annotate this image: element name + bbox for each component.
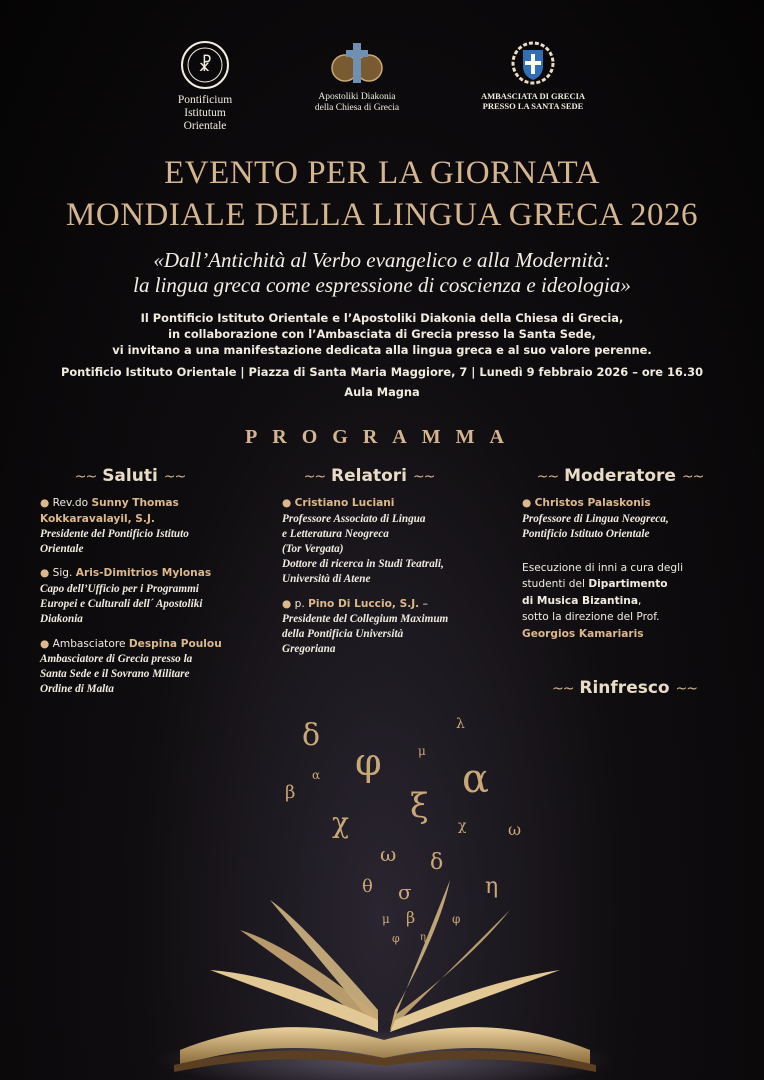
- relatori-role: Professore Associato di Lingua: [282, 512, 426, 525]
- saluti-heading: ~~ Saluti ~~: [74, 466, 186, 486]
- intro-line-1: Il Pontificio Istituto Orientale e l’Apostoliki Diakonia della Chiesa di Grecia,: [140, 311, 624, 325]
- relatori-role: Gregoriana: [282, 643, 336, 656]
- relatori-prefix: p.: [294, 597, 305, 610]
- logo-diakonia: [267, 40, 447, 114]
- relatori-name: Pino Di Luccio, S.J.: [308, 597, 420, 610]
- saluti-name-cont: Kokkaravalayil, S.J.: [40, 512, 155, 525]
- greek-letter: η: [485, 874, 499, 899]
- pio-line-3: Orientale: [183, 120, 227, 133]
- greek-letter: ω: [508, 820, 522, 839]
- greek-letter: φ: [452, 912, 461, 926]
- moderatore-role: Professore di Lingua Neogreca,: [522, 512, 669, 525]
- relatori-heading: ~~ Relatori ~~: [303, 466, 435, 486]
- relatori-column: [282, 496, 500, 667]
- saluti-role: Europei e Culturali dell´ Apostoliki: [40, 598, 203, 611]
- moderatore-item: ● Christos Palaskonis Professore di Lingua Neogreca, Pontificio Istituto Orientale: [522, 496, 742, 542]
- logo-ambasciata: [443, 40, 623, 112]
- venue-line: Pontificio Istituto Orientale | Piazza di Santa Maria Maggiore, 7 | Lunedì 9 febbraio 2026 – ore 16.30: [60, 365, 704, 379]
- intro-text: [0, 310, 764, 400]
- greek-coat-of-arms-icon: [510, 40, 556, 86]
- saluti-item: ● Sig. Aris-Dimitrios Mylonas Capo dell’Ufficio per i Programmi Europei e Culturali dell´ Apostoliki Diakonia: [40, 566, 268, 627]
- moderatore-role: Pontificio Istituto Orientale: [522, 527, 650, 540]
- greek-letter: φ: [355, 740, 382, 784]
- saluti-role: Santa Sede e il Sovrano Militare: [40, 668, 190, 681]
- moderatore-name: Christos Palaskonis: [534, 497, 651, 509]
- greek-letter: β: [285, 782, 296, 803]
- saluti-role: Ambasciatore di Grecia presso la: [40, 653, 193, 666]
- saluti-role: Presidente del Pontificio Istituto: [40, 528, 189, 540]
- room-line: Aula Magna: [344, 385, 420, 399]
- programma-heading: PROGRAMMA: [245, 426, 519, 448]
- ambasciata-line-2: PRESSO LA SANTA SEDE: [482, 100, 584, 111]
- diakonia-cross-icon: [329, 40, 385, 88]
- saluti-name: Aris-Dimitrios Mylonas: [75, 567, 212, 580]
- music-line-2: studenti del: [522, 578, 585, 591]
- greek-letter: σ: [398, 880, 412, 904]
- pio-line-1: Pontificium: [177, 94, 233, 106]
- title-line-1: EVENTO PER LA GIORNATA: [164, 155, 600, 191]
- music-dept-b: di Musica Bizantina: [522, 594, 638, 607]
- subtitle-line-1: «Dall’Antichità al Verbo evangelico e alla Modernità:: [153, 248, 611, 272]
- greek-letter: α: [312, 768, 321, 782]
- music-note: [522, 560, 742, 643]
- moderatore-heading: ~~ Moderatore ~~: [536, 466, 704, 486]
- music-professor: Georgios Kamariaris: [522, 627, 644, 640]
- greek-letter: η: [420, 932, 426, 943]
- greek-letter: δ: [430, 850, 444, 875]
- moderatore-column: [522, 496, 742, 642]
- pio-line-2: Istitutum: [184, 107, 226, 120]
- saluti-role: Capo dell’Ufficio per i Programmi: [40, 582, 199, 595]
- saluti-role: Diakonia: [40, 613, 83, 626]
- saluti-prefix: Sig.: [52, 567, 73, 580]
- greek-letter: μ: [418, 744, 426, 758]
- rinfresco-text: Rinfresco: [579, 678, 670, 698]
- music-dept-a: Dipartimento: [588, 578, 668, 591]
- intro-line-3: vi invitano a una manifestazione dedicata alla lingua greca e al suo valore perenne.: [112, 343, 652, 357]
- diakonia-line-2: della Chiesa di Grecia: [314, 102, 400, 113]
- saluti-column: [40, 496, 268, 707]
- relatori-suffix: –: [422, 597, 428, 610]
- saluti-prefix: Ambasciatore: [52, 637, 126, 650]
- pio-seal-icon: [180, 40, 230, 90]
- event-title: [0, 152, 764, 236]
- relatori-heading-text: Relatori: [331, 466, 407, 486]
- saluti-heading-text: Saluti: [102, 466, 158, 486]
- svg-text:☧: ☧: [197, 55, 213, 76]
- greek-letter: δ: [302, 718, 321, 753]
- greek-letter: χ: [458, 818, 467, 834]
- relatori-role: (Tor Vergata): [282, 542, 344, 555]
- greek-letter: θ: [362, 876, 373, 897]
- ambasciata-line-1: AMBASCIATA DI GRECIA: [480, 91, 586, 101]
- saluti-name: Sunny Thomas: [91, 497, 179, 509]
- relatori-role: Dottore di ricerca in Studi Teatrali,: [282, 558, 444, 571]
- saluti-item: ● Rev.do Sunny Thomas Kokkaravalayil, S.J. Presidente del Pontificio Istituto Orientale: [40, 496, 268, 557]
- saluti-role: Orientale: [40, 543, 84, 556]
- greek-letter: λ: [456, 716, 465, 732]
- title-line-2: MONDIALE DELLA LINGUA GRECA 2026: [66, 197, 698, 233]
- subtitle-line-2: la lingua greca come espressione di coscienza e ideologia»: [133, 273, 631, 297]
- saluti-role: Ordine di Malta: [40, 683, 114, 696]
- music-comma: ,: [638, 594, 642, 607]
- diakonia-line-1: Apostoliki Diakonia: [318, 92, 396, 102]
- relatori-role: della Pontificia Università: [282, 628, 404, 641]
- intro-line-2: in collaborazione con l’Ambasciata di Grecia presso la Santa Sede,: [168, 327, 596, 341]
- music-line-4: sotto la direzione del Prof.: [522, 611, 660, 624]
- rinfresco-heading: ~~ Rinfresco ~~: [552, 678, 697, 698]
- greek-letter: φ: [392, 932, 400, 945]
- greek-letter: β: [406, 908, 416, 927]
- saluti-item: ● Ambasciatore Despina Poulou Ambasciatore di Grecia presso la Santa Sede e il Sovrano Militare Ordine di Malta: [40, 637, 268, 698]
- relatori-role: Presidente del Collegium Maximum: [282, 613, 449, 626]
- greek-letter: χ: [332, 806, 349, 839]
- relatori-item: ● Cristiano Luciani Professore Associato di Lingua e Letteratura Neogreca (Tor Vergata) Dottore di ricerca in Studi Teatrali, Università di Atene: [282, 496, 500, 588]
- greek-letter: μ: [382, 912, 390, 926]
- relatori-item: ● p. Pino Di Luccio, S.J. – Presidente del Collegium Maximum della Pontificia Università Gregoriana: [282, 597, 500, 658]
- relatori-name: Cristiano Luciani: [294, 497, 395, 509]
- open-book-icon: [150, 860, 620, 1080]
- music-line-1: Esecuzione di inni a cura degli: [522, 561, 684, 574]
- greek-letter: α: [462, 756, 490, 802]
- saluti-prefix: Rev.do: [52, 497, 89, 509]
- moderatore-heading-text: Moderatore: [564, 466, 676, 486]
- relatori-role: Università di Atene: [282, 573, 371, 586]
- relatori-role: e Letteratura Neogreca: [282, 527, 389, 540]
- greek-letter: ξ: [410, 786, 429, 826]
- event-subtitle: [0, 248, 764, 298]
- greek-letter: ω: [380, 842, 397, 866]
- saluti-name: Despina Poulou: [128, 637, 222, 650]
